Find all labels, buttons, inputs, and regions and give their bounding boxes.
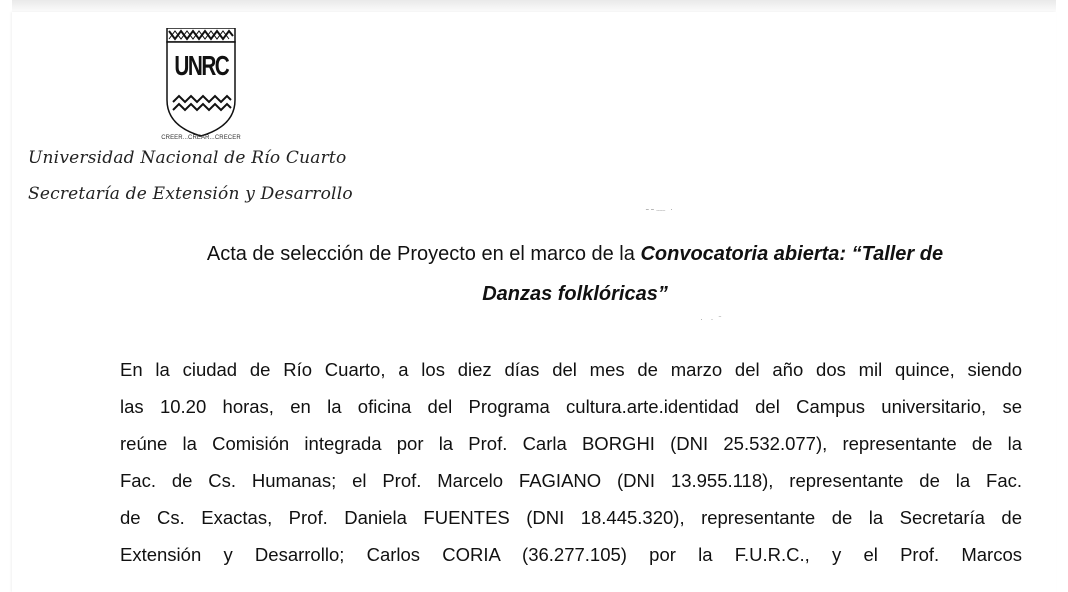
department-name: Secretaría de Extensión y Desarrollo [28, 184, 353, 204]
university-logo [165, 28, 237, 140]
body-line: Fac. de Cs. Humanas; el Prof. Marcelo FAGIANO (DNI 13.955.118), representante de la Fac. [120, 470, 1022, 491]
institution-name: Universidad Nacional de Río Cuarto [28, 148, 347, 168]
scan-speck: · · ˉ [700, 314, 722, 324]
body-line: reúne la Comisión integrada por la Prof. Carla BORGHI (DNI 25.532.077), representante de la [120, 433, 1022, 454]
title-emphasis-line2: Danzas folklóricas” [482, 283, 668, 305]
logo-wordmark: UNRC [174, 50, 229, 81]
logo-motto: CREER...CREAR...CRECER [161, 135, 241, 141]
body-line: Extensión y Desarrollo; Carlos CORIA (36.277.105) por la F.U.R.C., y el Prof. Marcos [120, 544, 1022, 565]
document-title [110, 234, 1040, 314]
scan-speck: ـ ـ ﹏ . [646, 202, 673, 212]
title-emphasis-line1: Convocatoria abierta: “Taller de [640, 243, 944, 265]
title-prefix: Acta de selección de Proyecto en el marco de la [206, 243, 641, 265]
body-line: En la ciudad de Río Cuarto, a los diez días del mes de marzo del año dos mil quince, siendo [120, 359, 1022, 380]
body-paragraph [120, 356, 1022, 578]
body-line: las 10.20 horas, en la oficina del Programa cultura.arte.identidad del Campus universitario, se [120, 396, 1022, 417]
body-line: de Cs. Exactas, Prof. Daniela FUENTES (DNI 18.445.320), representante de la Secretaría de [120, 507, 1022, 528]
shield-icon [165, 28, 237, 140]
